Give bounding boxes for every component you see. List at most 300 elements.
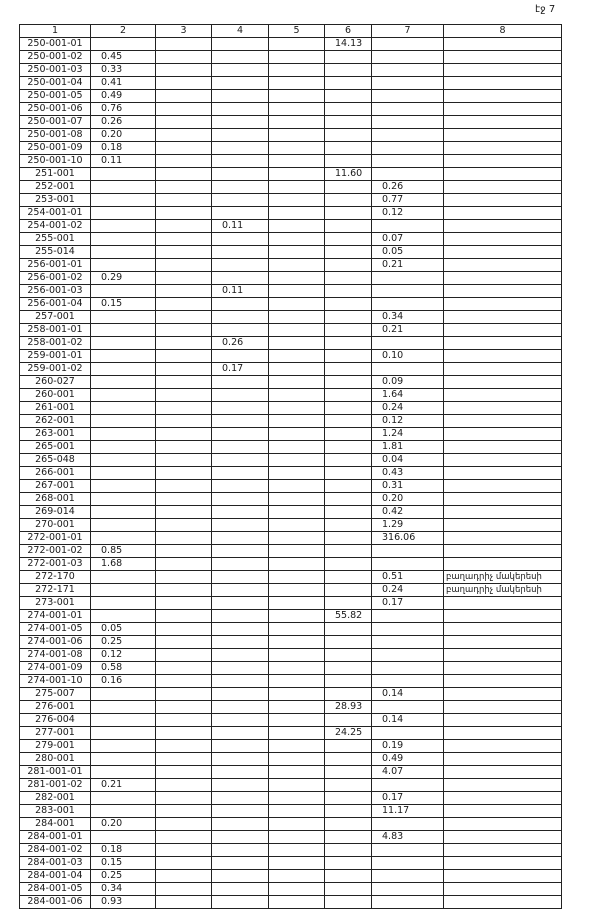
- table-cell-col4: 0.11: [212, 285, 269, 298]
- table-cell-col8: [444, 844, 562, 857]
- table-cell-col3: [156, 701, 212, 714]
- table-cell-col3: [156, 363, 212, 376]
- table-cell-col7: 0.12: [372, 415, 444, 428]
- table-cell-col6: [325, 597, 372, 610]
- table-cell-col1: 260-027: [20, 376, 91, 389]
- table-cell-col4: [212, 428, 269, 441]
- table-cell-col2: 0.33: [91, 64, 156, 77]
- table-cell-col5: [269, 389, 325, 402]
- table-cell-col8: [444, 506, 562, 519]
- table-row: [20, 883, 562, 896]
- page-number: էջ 7: [535, 4, 556, 15]
- table-row: [20, 597, 562, 610]
- table-cell-col1: 276-001: [20, 701, 91, 714]
- table-cell-col2: [91, 246, 156, 259]
- table-cell-col4: [212, 805, 269, 818]
- table-cell-col2: [91, 753, 156, 766]
- table-cell-col6: [325, 831, 372, 844]
- table-cell-col5: [269, 285, 325, 298]
- table-cell-col2: [91, 805, 156, 818]
- table-cell-col4: [212, 181, 269, 194]
- table-cell-col3: [156, 597, 212, 610]
- table-cell-col8: [444, 883, 562, 896]
- table-cell-col6: 14.13: [325, 38, 372, 51]
- table-cell-col6: [325, 428, 372, 441]
- table-cell-col3: [156, 896, 212, 909]
- table-cell-col4: [212, 194, 269, 207]
- table-cell-col8: [444, 649, 562, 662]
- table-row: [20, 129, 562, 142]
- table-cell-col7: 4.83: [372, 831, 444, 844]
- table-cell-col4: [212, 493, 269, 506]
- table-row: [20, 506, 562, 519]
- table-row: [20, 532, 562, 545]
- table-cell-col5: [269, 324, 325, 337]
- table-row: [20, 337, 562, 350]
- table-cell-col2: [91, 597, 156, 610]
- table-cell-col4: [212, 259, 269, 272]
- table-cell-col3: [156, 532, 212, 545]
- table-cell-col8: [444, 441, 562, 454]
- table-cell-col1: 284-001-01: [20, 831, 91, 844]
- table-cell-col6: [325, 753, 372, 766]
- table-cell-col1: 283-001: [20, 805, 91, 818]
- table-cell-col5: [269, 766, 325, 779]
- table-cell-col5: [269, 415, 325, 428]
- table-cell-col4: [212, 142, 269, 155]
- table-cell-col7: [372, 844, 444, 857]
- table-cell-col7: 0.43: [372, 467, 444, 480]
- table-cell-col4: [212, 558, 269, 571]
- column-header: 8: [444, 25, 562, 38]
- table-cell-col4: [212, 649, 269, 662]
- table-cell-col6: [325, 571, 372, 584]
- table-cell-col4: [212, 272, 269, 285]
- table-cell-col2: [91, 480, 156, 493]
- table-row: [20, 857, 562, 870]
- table-cell-col5: [269, 636, 325, 649]
- table-cell-col7: 0.14: [372, 714, 444, 727]
- table-cell-col8: [444, 194, 562, 207]
- table-cell-col8: [444, 831, 562, 844]
- table-cell-col2: [91, 311, 156, 324]
- table-cell-col1: 259-001-02: [20, 363, 91, 376]
- table-cell-col2: 0.34: [91, 883, 156, 896]
- table-cell-col1: 281-001-01: [20, 766, 91, 779]
- table-cell-col3: [156, 519, 212, 532]
- table-row: [20, 441, 562, 454]
- table-cell-col7: [372, 883, 444, 896]
- table-cell-col5: [269, 740, 325, 753]
- table-cell-col5: [269, 831, 325, 844]
- table-cell-col6: [325, 584, 372, 597]
- table-cell-col1: 250-001-01: [20, 38, 91, 51]
- table-cell-col1: 250-001-03: [20, 64, 91, 77]
- table-cell-col8: [444, 129, 562, 142]
- table-cell-col4: [212, 402, 269, 415]
- table-cell-col3: [156, 51, 212, 64]
- table-cell-col5: [269, 233, 325, 246]
- table-cell-col3: [156, 610, 212, 623]
- table-cell-col7: [372, 272, 444, 285]
- table-cell-col4: [212, 311, 269, 324]
- table-cell-col6: [325, 246, 372, 259]
- table-cell-col6: [325, 740, 372, 753]
- table-cell-col8: [444, 428, 562, 441]
- table-cell-col3: [156, 415, 212, 428]
- table-cell-col5: [269, 103, 325, 116]
- table-cell-col6: [325, 662, 372, 675]
- table-row: [20, 870, 562, 883]
- table-cell-col1: 265-001: [20, 441, 91, 454]
- table-cell-col3: [156, 402, 212, 415]
- table-cell-col5: [269, 467, 325, 480]
- table-cell-col1: 250-001-04: [20, 77, 91, 90]
- table-cell-col4: [212, 818, 269, 831]
- table-cell-col8: [444, 805, 562, 818]
- table-row: [20, 844, 562, 857]
- table-cell-col4: [212, 844, 269, 857]
- table-cell-col7: [372, 779, 444, 792]
- table-cell-col6: [325, 636, 372, 649]
- table-cell-col7: [372, 142, 444, 155]
- table-row: [20, 376, 562, 389]
- table-row: [20, 805, 562, 818]
- table-cell-col8: [444, 155, 562, 168]
- table-cell-col4: [212, 831, 269, 844]
- table-cell-col6: [325, 155, 372, 168]
- table-cell-col7: 0.34: [372, 311, 444, 324]
- table-cell-col3: [156, 675, 212, 688]
- table-cell-col1: 250-001-08: [20, 129, 91, 142]
- table-cell-col5: [269, 311, 325, 324]
- table-cell-col8: [444, 558, 562, 571]
- column-header: 2: [91, 25, 156, 38]
- table-cell-col6: [325, 363, 372, 376]
- table-cell-col1: 284-001-05: [20, 883, 91, 896]
- table-cell-col2: [91, 727, 156, 740]
- table-cell-col8: [444, 402, 562, 415]
- table-cell-col2: [91, 441, 156, 454]
- table-cell-col6: [325, 844, 372, 857]
- table-cell-col5: [269, 298, 325, 311]
- table-cell-col8: [444, 77, 562, 90]
- table-cell-col4: [212, 415, 269, 428]
- table-row: [20, 77, 562, 90]
- table-cell-col8: [444, 714, 562, 727]
- table-cell-col1: 284-001-03: [20, 857, 91, 870]
- table-cell-col7: 0.10: [372, 350, 444, 363]
- table-cell-col1: 284-001-02: [20, 844, 91, 857]
- table-cell-col3: [156, 194, 212, 207]
- table-cell-col5: [269, 259, 325, 272]
- table-row: [20, 610, 562, 623]
- table-cell-col5: [269, 649, 325, 662]
- table-cell-col8: [444, 532, 562, 545]
- table-row: [20, 285, 562, 298]
- table-cell-col4: [212, 610, 269, 623]
- table-cell-col2: [91, 428, 156, 441]
- table-cell-col5: [269, 623, 325, 636]
- table-row: [20, 272, 562, 285]
- table-cell-col6: [325, 194, 372, 207]
- table-row: [20, 116, 562, 129]
- table-cell-col3: [156, 480, 212, 493]
- table-row: [20, 324, 562, 337]
- table-cell-col3: [156, 623, 212, 636]
- table-cell-col5: [269, 220, 325, 233]
- table-cell-col5: [269, 571, 325, 584]
- table-cell-col4: [212, 467, 269, 480]
- table-cell-col4: [212, 857, 269, 870]
- table-cell-col6: [325, 480, 372, 493]
- table-cell-col1: 284-001-04: [20, 870, 91, 883]
- table-cell-col7: 0.21: [372, 259, 444, 272]
- table-cell-col7: [372, 662, 444, 675]
- table-cell-col7: 0.04: [372, 454, 444, 467]
- table-cell-col4: 0.26: [212, 337, 269, 350]
- table-cell-col8: [444, 311, 562, 324]
- table-row: [20, 363, 562, 376]
- table-cell-col2: [91, 740, 156, 753]
- table-cell-col4: [212, 571, 269, 584]
- table-cell-col6: [325, 467, 372, 480]
- table-cell-col7: 0.12: [372, 207, 444, 220]
- table-cell-col4: [212, 246, 269, 259]
- table-cell-col5: [269, 142, 325, 155]
- table-cell-col5: [269, 64, 325, 77]
- table-cell-col5: [269, 272, 325, 285]
- table-cell-col5: [269, 532, 325, 545]
- table-cell-col1: 281-001-02: [20, 779, 91, 792]
- table-cell-col1: 270-001: [20, 519, 91, 532]
- table-cell-col2: [91, 701, 156, 714]
- table-cell-col2: [91, 168, 156, 181]
- table-cell-col5: [269, 246, 325, 259]
- table-cell-col3: [156, 441, 212, 454]
- table-cell-col6: 28.93: [325, 701, 372, 714]
- table-cell-col2: [91, 337, 156, 350]
- table-cell-col4: [212, 519, 269, 532]
- table-cell-col2: 0.16: [91, 675, 156, 688]
- table-cell-col1: 263-001: [20, 428, 91, 441]
- table-cell-col6: [325, 285, 372, 298]
- table-cell-col7: 0.05: [372, 246, 444, 259]
- table-cell-col3: [156, 350, 212, 363]
- table-cell-col7: [372, 857, 444, 870]
- table-cell-col2: 0.15: [91, 857, 156, 870]
- table-cell-col4: [212, 233, 269, 246]
- table-cell-col2: [91, 584, 156, 597]
- table-cell-col1: 274-001-06: [20, 636, 91, 649]
- table-cell-col1: 274-001-08: [20, 649, 91, 662]
- table-cell-col2: [91, 376, 156, 389]
- table-cell-col5: [269, 454, 325, 467]
- table-cell-col6: [325, 714, 372, 727]
- table-row: [20, 103, 562, 116]
- table-cell-col6: [325, 337, 372, 350]
- table-cell-col2: [91, 610, 156, 623]
- table-cell-col4: [212, 441, 269, 454]
- table-cell-col6: [325, 415, 372, 428]
- table-cell-col1: 274-001-10: [20, 675, 91, 688]
- table-cell-col1: 266-001: [20, 467, 91, 480]
- table-row: [20, 701, 562, 714]
- table-cell-col2: [91, 688, 156, 701]
- table-cell-col5: [269, 428, 325, 441]
- table-cell-col5: [269, 688, 325, 701]
- table-cell-col8: [444, 818, 562, 831]
- table-cell-col4: [212, 155, 269, 168]
- table-cell-col3: [156, 103, 212, 116]
- table-cell-col2: 0.45: [91, 51, 156, 64]
- table-cell-col7: 0.09: [372, 376, 444, 389]
- table-cell-col3: [156, 584, 212, 597]
- table-cell-col1: 272-171: [20, 584, 91, 597]
- table-cell-col7: [372, 623, 444, 636]
- table-cell-col8: [444, 675, 562, 688]
- table-row: [20, 155, 562, 168]
- table-cell-col6: [325, 298, 372, 311]
- table-cell-col1: 265-048: [20, 454, 91, 467]
- table-cell-col1: 256-001-04: [20, 298, 91, 311]
- table-cell-col4: [212, 870, 269, 883]
- table-row: [20, 402, 562, 415]
- table-cell-col6: [325, 376, 372, 389]
- table-cell-col1: 258-001-01: [20, 324, 91, 337]
- table-row: [20, 311, 562, 324]
- table-cell-col4: [212, 324, 269, 337]
- table-cell-col7: [372, 363, 444, 376]
- table-cell-col2: 0.05: [91, 623, 156, 636]
- table-cell-col7: [372, 896, 444, 909]
- table-cell-col6: [325, 389, 372, 402]
- table-row: [20, 714, 562, 727]
- table-cell-col8: [444, 454, 562, 467]
- table-cell-col5: [269, 376, 325, 389]
- table-cell-col3: [156, 844, 212, 857]
- table-row: [20, 493, 562, 506]
- table-cell-col8: [444, 246, 562, 259]
- table-cell-col2: [91, 519, 156, 532]
- table-cell-col1: 259-001-01: [20, 350, 91, 363]
- table-cell-col1: 268-001: [20, 493, 91, 506]
- table-cell-col8: [444, 688, 562, 701]
- table-cell-col8: [444, 38, 562, 51]
- table-cell-col8: [444, 220, 562, 233]
- table-cell-col3: [156, 285, 212, 298]
- table-row: [20, 675, 562, 688]
- table-cell-col6: [325, 233, 372, 246]
- table-cell-col6: [325, 649, 372, 662]
- table-cell-col7: [372, 870, 444, 883]
- table-cell-col6: [325, 493, 372, 506]
- table-cell-col3: [156, 142, 212, 155]
- table-cell-col6: [325, 454, 372, 467]
- table-cell-col2: 0.93: [91, 896, 156, 909]
- table-cell-col2: [91, 454, 156, 467]
- table-cell-col7: [372, 558, 444, 571]
- table-row: [20, 896, 562, 909]
- table-cell-col3: [156, 831, 212, 844]
- table-cell-col8: [444, 870, 562, 883]
- table-cell-col6: [325, 623, 372, 636]
- table-cell-col8: [444, 337, 562, 350]
- table-cell-col3: [156, 792, 212, 805]
- table-cell-col5: [269, 181, 325, 194]
- table-row: [20, 220, 562, 233]
- table-cell-col1: 256-001-02: [20, 272, 91, 285]
- table-cell-col8: [444, 753, 562, 766]
- table-row: [20, 142, 562, 155]
- table-cell-col5: [269, 480, 325, 493]
- table-cell-col6: [325, 259, 372, 272]
- table-cell-col6: [325, 51, 372, 64]
- table-row: [20, 571, 562, 584]
- table-row: [20, 259, 562, 272]
- table-row: [20, 207, 562, 220]
- table-cell-col7: [372, 649, 444, 662]
- table-cell-col6: [325, 870, 372, 883]
- table-row: [20, 649, 562, 662]
- table-cell-col1: 272-001-03: [20, 558, 91, 571]
- table-row: [20, 727, 562, 740]
- table-row: [20, 779, 562, 792]
- table-cell-col7: 0.07: [372, 233, 444, 246]
- table-cell-col6: [325, 402, 372, 415]
- table-cell-col8: բաղադրիչ մակերեսի: [444, 571, 562, 584]
- table-cell-col1: 250-001-02: [20, 51, 91, 64]
- table-cell-col2: 0.12: [91, 649, 156, 662]
- table-cell-col2: 0.20: [91, 818, 156, 831]
- table-cell-col7: 0.49: [372, 753, 444, 766]
- table-cell-col1: 255-014: [20, 246, 91, 259]
- table-cell-col4: 0.11: [212, 220, 269, 233]
- table-cell-col4: [212, 350, 269, 363]
- table-cell-col4: [212, 792, 269, 805]
- table-cell-col6: [325, 64, 372, 77]
- table-cell-col2: 0.25: [91, 870, 156, 883]
- table-cell-col3: [156, 246, 212, 259]
- table-cell-col6: [325, 142, 372, 155]
- table-cell-col2: [91, 415, 156, 428]
- table-cell-col7: [372, 51, 444, 64]
- table-cell-col7: 0.31: [372, 480, 444, 493]
- table-cell-col5: [269, 155, 325, 168]
- table-cell-col2: 0.18: [91, 142, 156, 155]
- table-cell-col1: 279-001: [20, 740, 91, 753]
- table-cell-col3: [156, 272, 212, 285]
- table-cell-col2: 0.49: [91, 90, 156, 103]
- table-cell-col5: [269, 701, 325, 714]
- table-cell-col5: [269, 805, 325, 818]
- table-row: [20, 64, 562, 77]
- table-cell-col8: [444, 272, 562, 285]
- table-cell-col3: [156, 753, 212, 766]
- table-cell-col2: [91, 766, 156, 779]
- table-cell-col8: [444, 142, 562, 155]
- table-cell-col6: [325, 519, 372, 532]
- land-register-table: [19, 24, 562, 909]
- table-cell-col1: 250-001-06: [20, 103, 91, 116]
- table-cell-col3: [156, 337, 212, 350]
- table-cell-col2: [91, 259, 156, 272]
- table-cell-col5: [269, 753, 325, 766]
- table-cell-col2: [91, 194, 156, 207]
- table-cell-col3: [156, 389, 212, 402]
- table-cell-col7: [372, 298, 444, 311]
- table-cell-col2: [91, 792, 156, 805]
